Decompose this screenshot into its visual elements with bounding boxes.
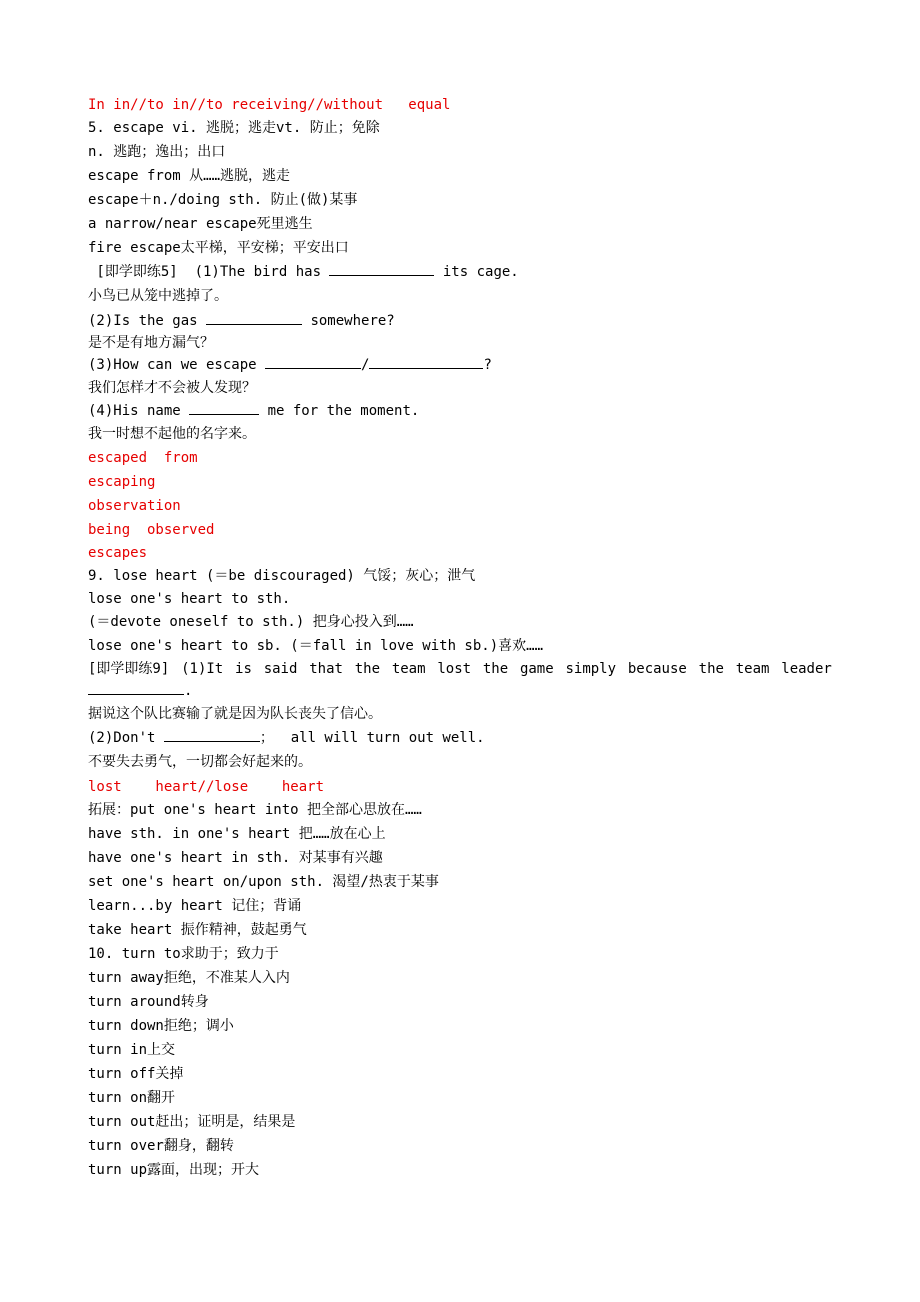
translation-line: 据说这个队比赛输了就是因为队长丧失了信心。 — [88, 706, 382, 722]
phrase-line: turn on翻开 — [88, 1090, 176, 1106]
vocab-heart-heading: 9. lose heart (＝be discouraged) 气馁；灰心；泄气 — [88, 568, 476, 584]
vocab-line: lose one's heart to sb. (＝fall in love with sb.)喜欢…… — [88, 638, 544, 654]
phrase-line: turn off关掉 — [88, 1066, 184, 1082]
vocab-line: a narrow/near escape死里逃生 — [88, 216, 313, 232]
vocab-turn-heading: 10. turn to求助于；致力于 — [88, 946, 279, 962]
exercise-line: (3)How can we escape / ? — [88, 354, 840, 376]
exercise-line: (2)Don't ； all will turn out well. — [88, 726, 840, 750]
translation-line: 我们怎样才不会被人发现？ — [88, 380, 256, 396]
translation-line: 是不是有地方漏气？ — [88, 335, 214, 351]
fill-blank — [206, 310, 302, 325]
phrase-line: turn out赶出；证明是，结果是 — [88, 1114, 296, 1130]
document-content — [88, 94, 840, 1182]
extension-line: have sth. in one's heart 把……放在心上 — [88, 826, 386, 842]
phrase-line: turn up露面，出现；开大 — [88, 1162, 260, 1178]
exercise-line: (4)His name me for the moment. — [88, 400, 840, 422]
exercise-line: . — [88, 680, 840, 702]
vocab-escape-heading: 5. escape vi. 逃脱；逃走vt. 防止；免除 — [88, 120, 380, 136]
vocab-line: n. 逃跑；逸出；出口 — [88, 144, 226, 160]
answer-line: observation — [88, 498, 181, 514]
phrase-line: turn in上交 — [88, 1042, 176, 1058]
extension-line: set one's heart on/upon sth. 渴望/热衷于某事 — [88, 874, 439, 890]
answer-line: In in//to in//to receiving//without equal — [88, 97, 451, 113]
phrase-line: turn away拒绝，不准某人入内 — [88, 970, 290, 986]
fill-blank — [369, 354, 483, 369]
answer-line: escaped from — [88, 450, 198, 466]
fill-blank — [265, 354, 361, 369]
fill-blank — [329, 261, 434, 276]
translation-line: 不要失去勇气，一切都会好起来的。 — [88, 754, 312, 770]
vocab-line: fire escape太平梯，平安梯；平安出口 — [88, 240, 349, 256]
vocab-line: escape＋n./doing sth. 防止(做)某事 — [88, 192, 358, 208]
fill-blank — [189, 400, 259, 415]
phrase-line: turn around转身 — [88, 994, 209, 1010]
exercise-line: [即学即练5] (1)The bird has its cage. — [88, 260, 840, 284]
vocab-line: lose one's heart to sth. — [88, 591, 291, 607]
extension-line: have one's heart in sth. 对某事有兴趣 — [88, 850, 383, 866]
answer-line: being observed — [88, 522, 215, 538]
answer-line: escaping — [88, 474, 156, 490]
fill-blank — [164, 727, 260, 742]
exercise-line: [即学即练9] (1)It is said that the team lost the game simply because the team leader — [88, 661, 832, 677]
phrase-line: turn over翻身，翻转 — [88, 1138, 234, 1154]
extension-line: take heart 振作精神，鼓起勇气 — [88, 922, 307, 938]
fill-blank — [88, 680, 184, 695]
extension-line: 拓展：put one's heart into 把全部心思放在…… — [88, 802, 422, 818]
translation-line: 小鸟已从笼中逃掉了。 — [88, 288, 228, 304]
vocab-line: (＝devote oneself to sth.) 把身心投入到…… — [88, 614, 414, 630]
phrase-line: turn down拒绝；调小 — [88, 1018, 234, 1034]
answer-line: lost heart//lose heart — [88, 779, 325, 795]
exercise-line: (2)Is the gas somewhere? — [88, 310, 840, 332]
translation-line: 我一时想不起他的名字来。 — [88, 426, 256, 442]
vocab-line: escape from 从……逃脱，逃走 — [88, 168, 291, 184]
extension-line: learn...by heart 记住；背诵 — [88, 898, 302, 914]
answer-line: escapes — [88, 545, 148, 561]
